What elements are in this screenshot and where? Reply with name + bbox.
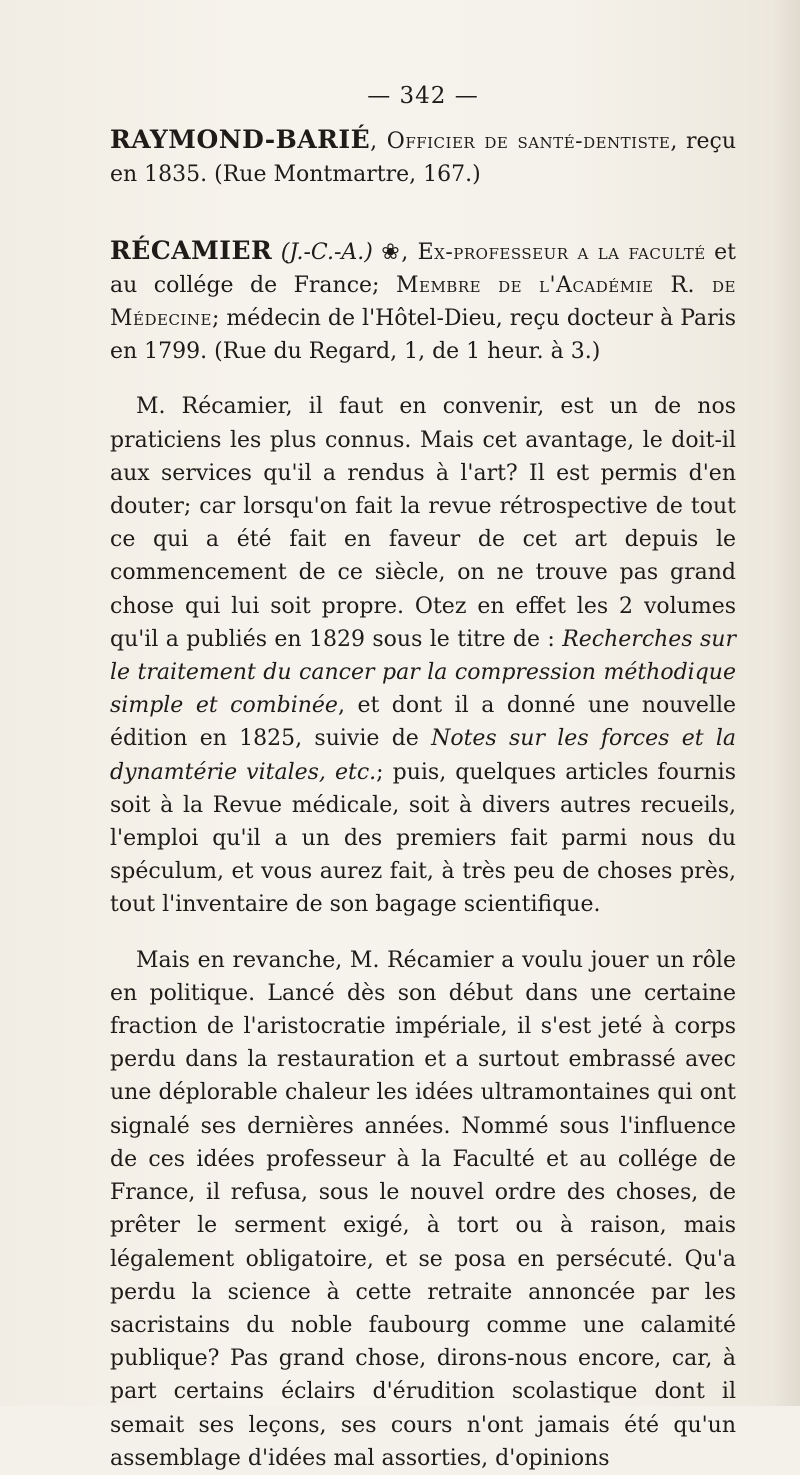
- entry-title: , Officier de santé-dentiste: [370, 129, 671, 155]
- text-block: [110, 80, 736, 1475]
- entry-text: et au collége de France;: [110, 239, 737, 298]
- entry-gap: [110, 192, 736, 234]
- paragraph-1: [110, 390, 736, 921]
- paragraph-text: , et dont il a donné une nouvelle édition en 1825, suivie de: [110, 693, 736, 752]
- entry-initials: (J.-C.-A.): [280, 239, 373, 265]
- entry-title: , Ex-professeur a la faculté: [401, 239, 706, 265]
- legion-honneur-icon: ❀: [381, 239, 402, 265]
- entry-details: , reçu en 1835. (Rue Montmartre, 167.): [110, 129, 736, 188]
- entry-recamier: [110, 234, 736, 369]
- book-title: Notes sur les forces et la dynamtérie vitales, etc.: [110, 726, 736, 785]
- paragraph-text: ; puis, quelques articles fournis soit à la Revue médicale, soit à divers autres recueils, l'emploi qu'il a un des premiers fait parmi nous du spéculum, et vous aurez fait, à très peu de choses près, tout l'inventaire de son bagage scientifique.: [110, 759, 736, 918]
- entry-title-academy: Membre de l'Académie R. de Médecine: [110, 272, 736, 332]
- paragraph-text: M. Récamier, il faut en convenir, est un de nos praticiens les plus connus. Mais cet avantage, le doit-il aux services qu'il a rendus à l'art? Il est permis d'en douter; car lorsqu'on fait la revue rétrospective de tout ce qui a été fait en faveur de cet art depuis le commencement de ce siècle, on ne trouve pas grand chose qui lui soit propre. Otez en effet les 2 volumes qu'il a publiés en 1829 sous le titre de :: [110, 394, 736, 652]
- entry-raymond-barie: [110, 123, 736, 191]
- paragraph-2: Mais en revanche, M. Récamier a voulu jouer un rôle en politique. Lancé dès son début dans une certaine fraction de l'aristocratie impériale, il s'est jeté à corps perdu dans la restauration et a surtout embrassé avec une déplorable chaleur les idées ultramontaines qui ont signalé ses dernières années. Nommé sous l'influence de ces idées professeur à la Faculté et au collége de France, il refusa, sous le nouvel ordre des choses, de prêter le serment exigé, à tort ou à raison, mais légalement obligatoire, et se posa en persécuté. Qu'a perdu la science à cette retraite annoncée par les sacristains du noble faubourg comme une calamité publique? Pas grand chose, dirons-nous encore, car, à part certains éclairs d'érudition scolastique dont il semait ses leçons, ses cours n'ont jamais été qu'un assemblage d'idées mal assorties, d'opinions: [110, 947, 736, 1471]
- book-title: Recherches sur le traitement du cancer par la compression méthodique simple et combinée: [110, 626, 736, 719]
- entry-name: RAYMOND-BARIÉ: [110, 125, 371, 155]
- page-number: — 342 —: [367, 83, 479, 109]
- entry-name: RÉCAMIER: [110, 235, 273, 265]
- page-edge-shadow: [772, 0, 800, 1406]
- entry-details: ; médecin de l'Hôtel-Dieu, reçu docteur à Paris en 1799. (Rue du Regard, 1, de 1 heur. à 3.): [110, 306, 736, 365]
